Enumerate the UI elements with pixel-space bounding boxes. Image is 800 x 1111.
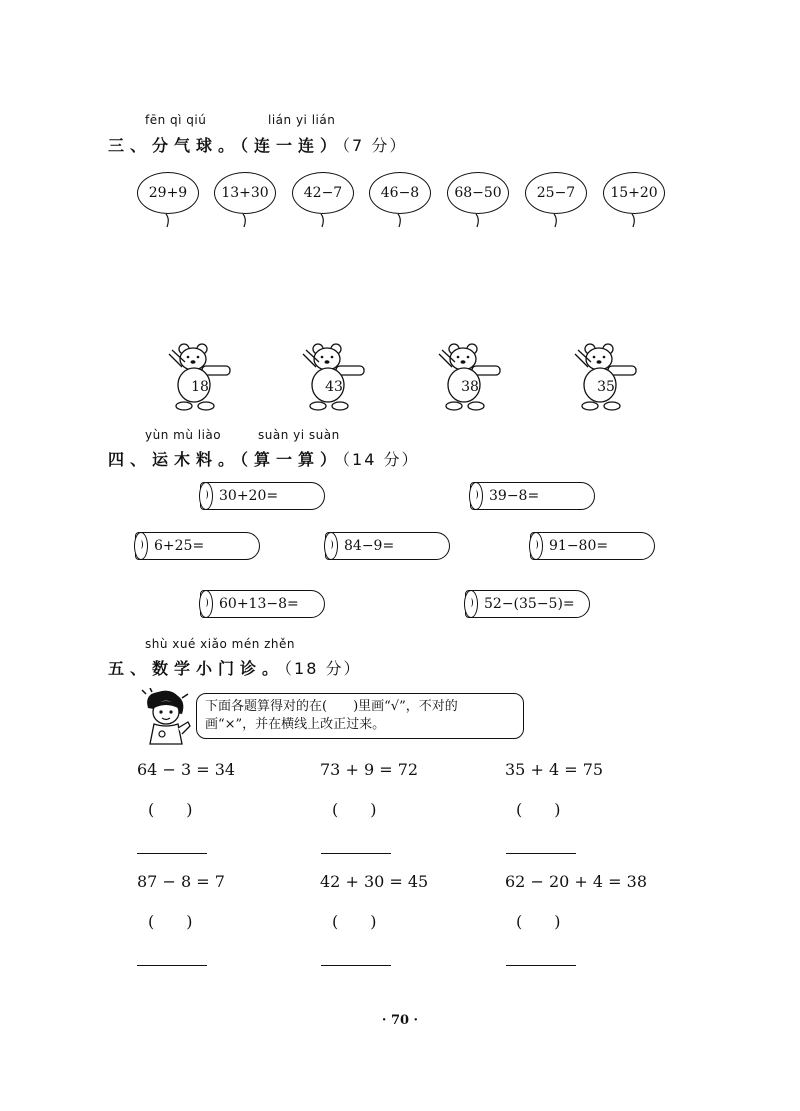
instruction-bubble	[196, 693, 524, 739]
correction-line[interactable]	[321, 965, 391, 966]
correction-line[interactable]	[137, 853, 207, 854]
log-problem[interactable]	[470, 482, 595, 510]
log-expression: 30+20=	[219, 488, 279, 504]
correction-line[interactable]	[506, 965, 576, 966]
section4-heading	[108, 447, 420, 470]
correction-line[interactable]	[506, 853, 576, 854]
balloon[interactable]: 13+30	[214, 172, 276, 214]
log-end-icon	[529, 532, 543, 560]
answer-parentheses[interactable]: ( )	[148, 800, 193, 819]
section5-heading	[108, 656, 361, 679]
balloon[interactable]: 29+9	[137, 172, 199, 214]
log-expression: 60+13−8=	[219, 596, 299, 612]
section4-title: 运木料。	[152, 450, 241, 469]
section4-pinyin-b: suàn yi suàn	[258, 428, 340, 442]
equation: 64 − 3 = 34	[137, 760, 236, 779]
log-expression: 6+25=	[154, 538, 205, 554]
page-number: · 70 ·	[381, 1013, 419, 1028]
answer-parentheses[interactable]: ( )	[516, 912, 561, 931]
log-end-icon	[199, 590, 213, 618]
log-end-icon	[469, 482, 483, 510]
log-problem[interactable]	[200, 590, 325, 618]
section5-title: 数学小门诊。	[152, 659, 285, 678]
balloon[interactable]: 25−7	[525, 172, 587, 214]
section3-pinyin-a: fēn qì qiú	[145, 113, 207, 127]
answer-parentheses[interactable]: ( )	[516, 800, 561, 819]
log-problem[interactable]	[135, 532, 260, 560]
balloon[interactable]: 68−50	[447, 172, 509, 214]
log-problem[interactable]	[530, 532, 655, 560]
log-expression: 91−80=	[549, 538, 609, 554]
section3-score: （7 分）	[342, 136, 408, 155]
log-expression: 52−(35−5)=	[484, 596, 575, 612]
bear-number: 35	[597, 379, 615, 395]
girl-doctor-icon	[138, 688, 194, 746]
section3-pinyin-b: lián yi lián	[268, 113, 336, 127]
answer-parentheses[interactable]: ( )	[332, 912, 377, 931]
correction-line[interactable]	[321, 853, 391, 854]
section5-number: 五、	[108, 659, 153, 678]
balloon-string-icon	[241, 214, 249, 228]
bear-number: 18	[191, 379, 209, 395]
equation: 35 + 4 = 75	[505, 760, 604, 779]
balloon-string-icon	[396, 214, 404, 228]
bubble-line-1: 下面各题算得对的在( )里画“√”，不对的	[205, 699, 458, 714]
section3-heading	[108, 133, 407, 156]
log-end-icon	[134, 532, 148, 560]
log-end-icon	[464, 590, 478, 618]
equation: 62 − 20 + 4 = 38	[505, 872, 647, 891]
log-expression: 39−8=	[489, 488, 540, 504]
bear-icon[interactable]	[568, 340, 640, 412]
balloon-string-icon	[164, 214, 172, 228]
balloon[interactable]: 46−8	[369, 172, 431, 214]
section4-score: （14 分）	[342, 450, 420, 469]
bear-icon[interactable]	[296, 340, 368, 412]
balloon-string-icon	[630, 214, 638, 228]
balloon-string-icon	[474, 214, 482, 228]
section3-instruction: （连一连）	[240, 136, 343, 155]
correction-line[interactable]	[137, 965, 207, 966]
bear-icon[interactable]	[432, 340, 504, 412]
equation: 73 + 9 = 72	[320, 760, 419, 779]
log-problem[interactable]	[200, 482, 325, 510]
equation: 42 + 30 = 45	[320, 872, 429, 891]
section4-pinyin-a: yùn mù liào	[145, 428, 222, 442]
bear-icon[interactable]	[162, 340, 234, 412]
equation: 87 − 8 = 7	[137, 872, 225, 891]
section4-instruction: （算一算）	[240, 450, 343, 469]
balloon-string-icon	[319, 214, 327, 228]
log-end-icon	[199, 482, 213, 510]
answer-parentheses[interactable]: ( )	[332, 800, 377, 819]
balloon[interactable]: 15+20	[603, 172, 665, 214]
log-expression: 84−9=	[344, 538, 395, 554]
section3-title: 分气球。	[152, 136, 241, 155]
log-problem[interactable]	[465, 590, 590, 618]
balloon[interactable]: 42−7	[292, 172, 354, 214]
balloon-string-icon	[552, 214, 560, 228]
section5-pinyin: shù xué xiǎo mén zhěn	[145, 637, 296, 651]
section5-score: （18 分）	[284, 659, 362, 678]
log-problem[interactable]	[325, 532, 450, 560]
section3-number: 三、	[108, 136, 153, 155]
section4-number: 四、	[108, 450, 153, 469]
bubble-line-2: 画“×”，并在横线上改正过来。	[205, 717, 386, 732]
bear-number: 38	[461, 379, 479, 395]
answer-parentheses[interactable]: ( )	[148, 912, 193, 931]
log-end-icon	[324, 532, 338, 560]
bear-number: 43	[325, 379, 343, 395]
